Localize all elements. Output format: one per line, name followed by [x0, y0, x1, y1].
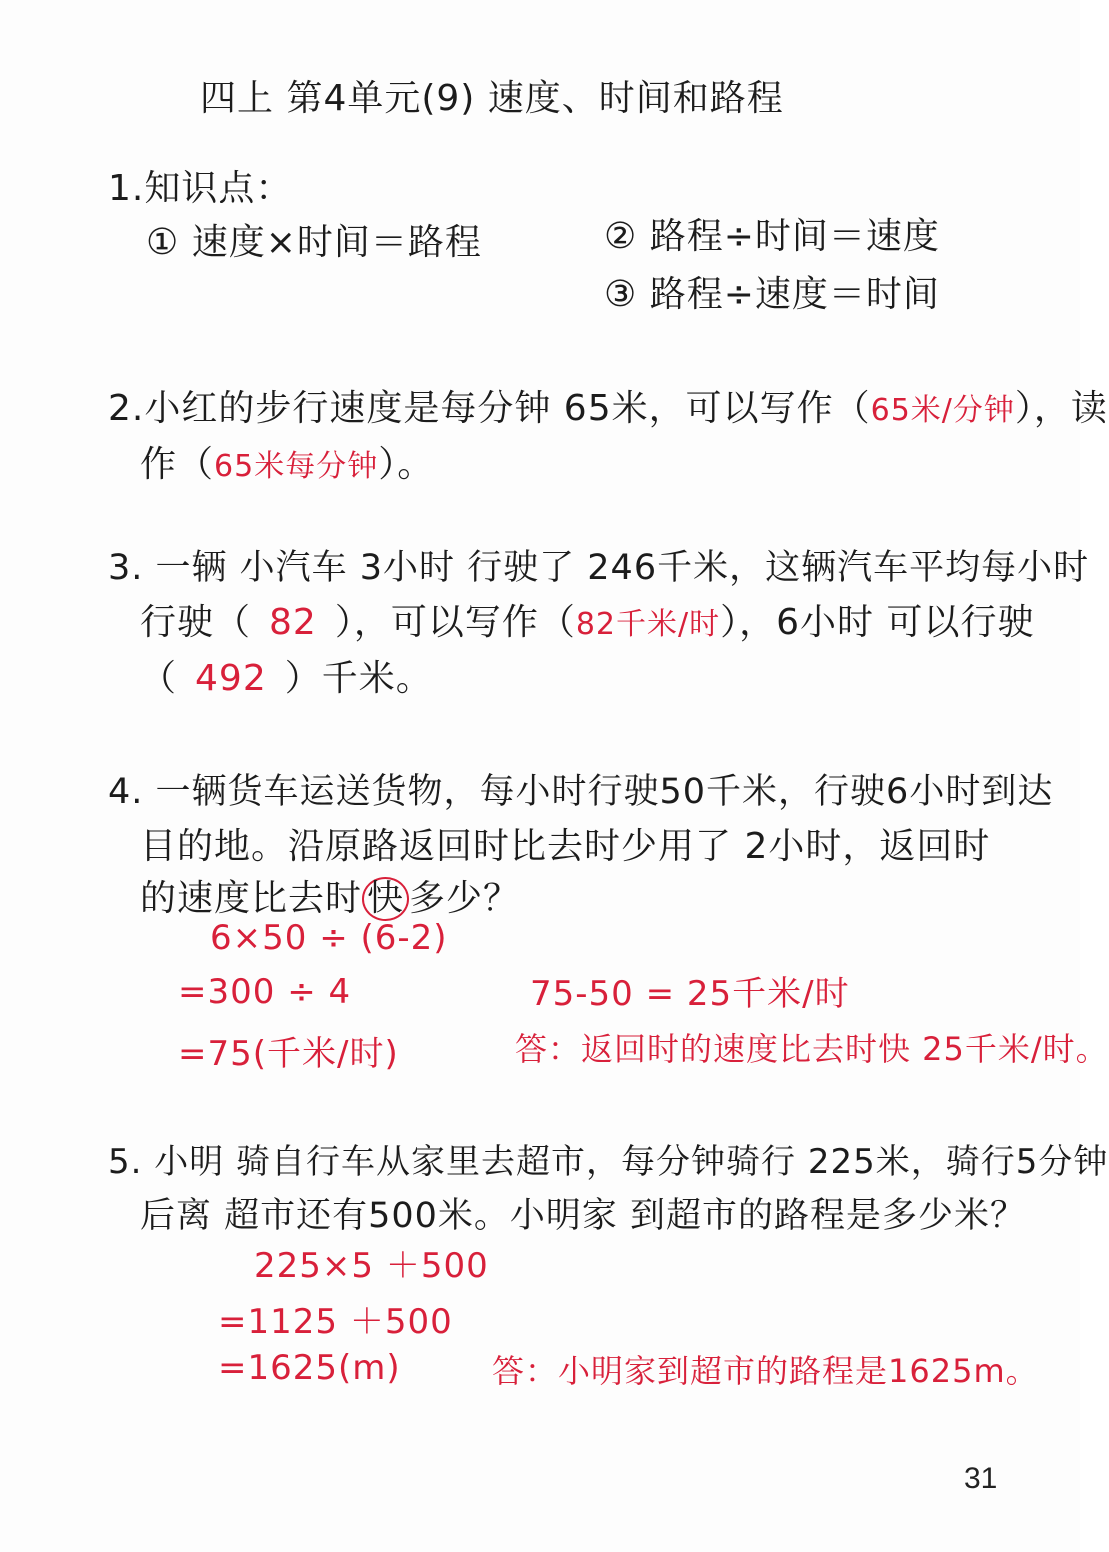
q1-formula-1: ① 速度×时间＝路程 — [146, 222, 482, 263]
q3-line-3 — [140, 650, 433, 701]
q5-line-2: 后离 超市还有500米。小明家 到超市的路程是多少米？ — [140, 1196, 1027, 1236]
q5-answer: 答：小明家到超市的路程是1625m。 — [492, 1352, 1039, 1390]
q5-work-3: =1625(m) — [218, 1348, 401, 1388]
q4-line-1: 4. 一辆货车运送货物，每小时行驶50千米，行驶6小时到达 — [108, 772, 1054, 812]
q2-answer-1: 65米/分钟 — [870, 393, 1015, 428]
q1-formula-2: ② 路程÷时间＝速度 — [604, 216, 940, 257]
q4-line-2: 目的地。沿原路返回时比去时少用了 2小时，返回时 — [140, 826, 991, 867]
q5-work-2: =1125 ＋500 — [218, 1302, 453, 1342]
q2-text-d: ）。 — [378, 444, 435, 485]
page-number: 31 — [964, 1462, 998, 1495]
q5-work-1: 225×5 ＋500 — [254, 1246, 489, 1286]
q3-answer-2: 82千米/时 — [575, 607, 721, 642]
q2-text-b: ），读 — [1014, 388, 1108, 429]
q3-answer-1: 82 — [269, 602, 317, 643]
q2-answer-2: 65米每分钟 — [214, 449, 379, 484]
q4-work-1: 6×50 ÷ (6-2) — [210, 918, 448, 958]
q4-line-3 — [140, 870, 520, 921]
q4-work-4: 75-50 = 25千米/时 — [530, 974, 850, 1014]
q3-answer-3: 492 — [195, 658, 267, 699]
q4-circled-word: 快 — [362, 877, 409, 921]
q5-line-1: 5. 小明 骑自行车从家里去超市，每分钟骑行 225米，骑行5分钟 — [108, 1142, 1109, 1182]
q2-line-1 — [108, 380, 1108, 431]
q4-text-a: 的速度比去时 — [140, 878, 363, 919]
q1-formula-3: ③ 路程÷速度＝时间 — [604, 274, 940, 315]
q2-line-2 — [140, 436, 434, 487]
q3-text-d: （ — [140, 658, 178, 699]
q3-text-c: ），6小时 可以行驶 — [720, 602, 1035, 643]
q3-text-e: ）千米。 — [284, 658, 433, 699]
q4-text-b: 多少？ — [409, 878, 521, 919]
q1-heading: 1.知识点： — [108, 168, 293, 209]
q2-text-c: 作（ — [140, 444, 215, 485]
q4-work-2: =300 ÷ 4 — [178, 972, 352, 1012]
q4-work-3: =75(千米/时) — [178, 1034, 399, 1074]
q4-answer: 答：返回时的速度比去时快 25千米/时。 — [515, 1030, 1109, 1068]
q2-text-a: 2.小红的步行速度是每分钟 65米，可以写作（ — [108, 388, 871, 429]
q3-text-b: ），可以写作（ — [334, 602, 576, 643]
q3-line-2 — [140, 594, 1034, 645]
q3-text-a: 行驶（ — [140, 602, 252, 643]
q3-line-1: 3. 一辆 小汽车 3小时 行驶了 246千米，这辆汽车平均每小时 — [108, 548, 1090, 588]
page-title: 四上 第4单元(9) 速度、时间和路程 — [200, 78, 784, 119]
